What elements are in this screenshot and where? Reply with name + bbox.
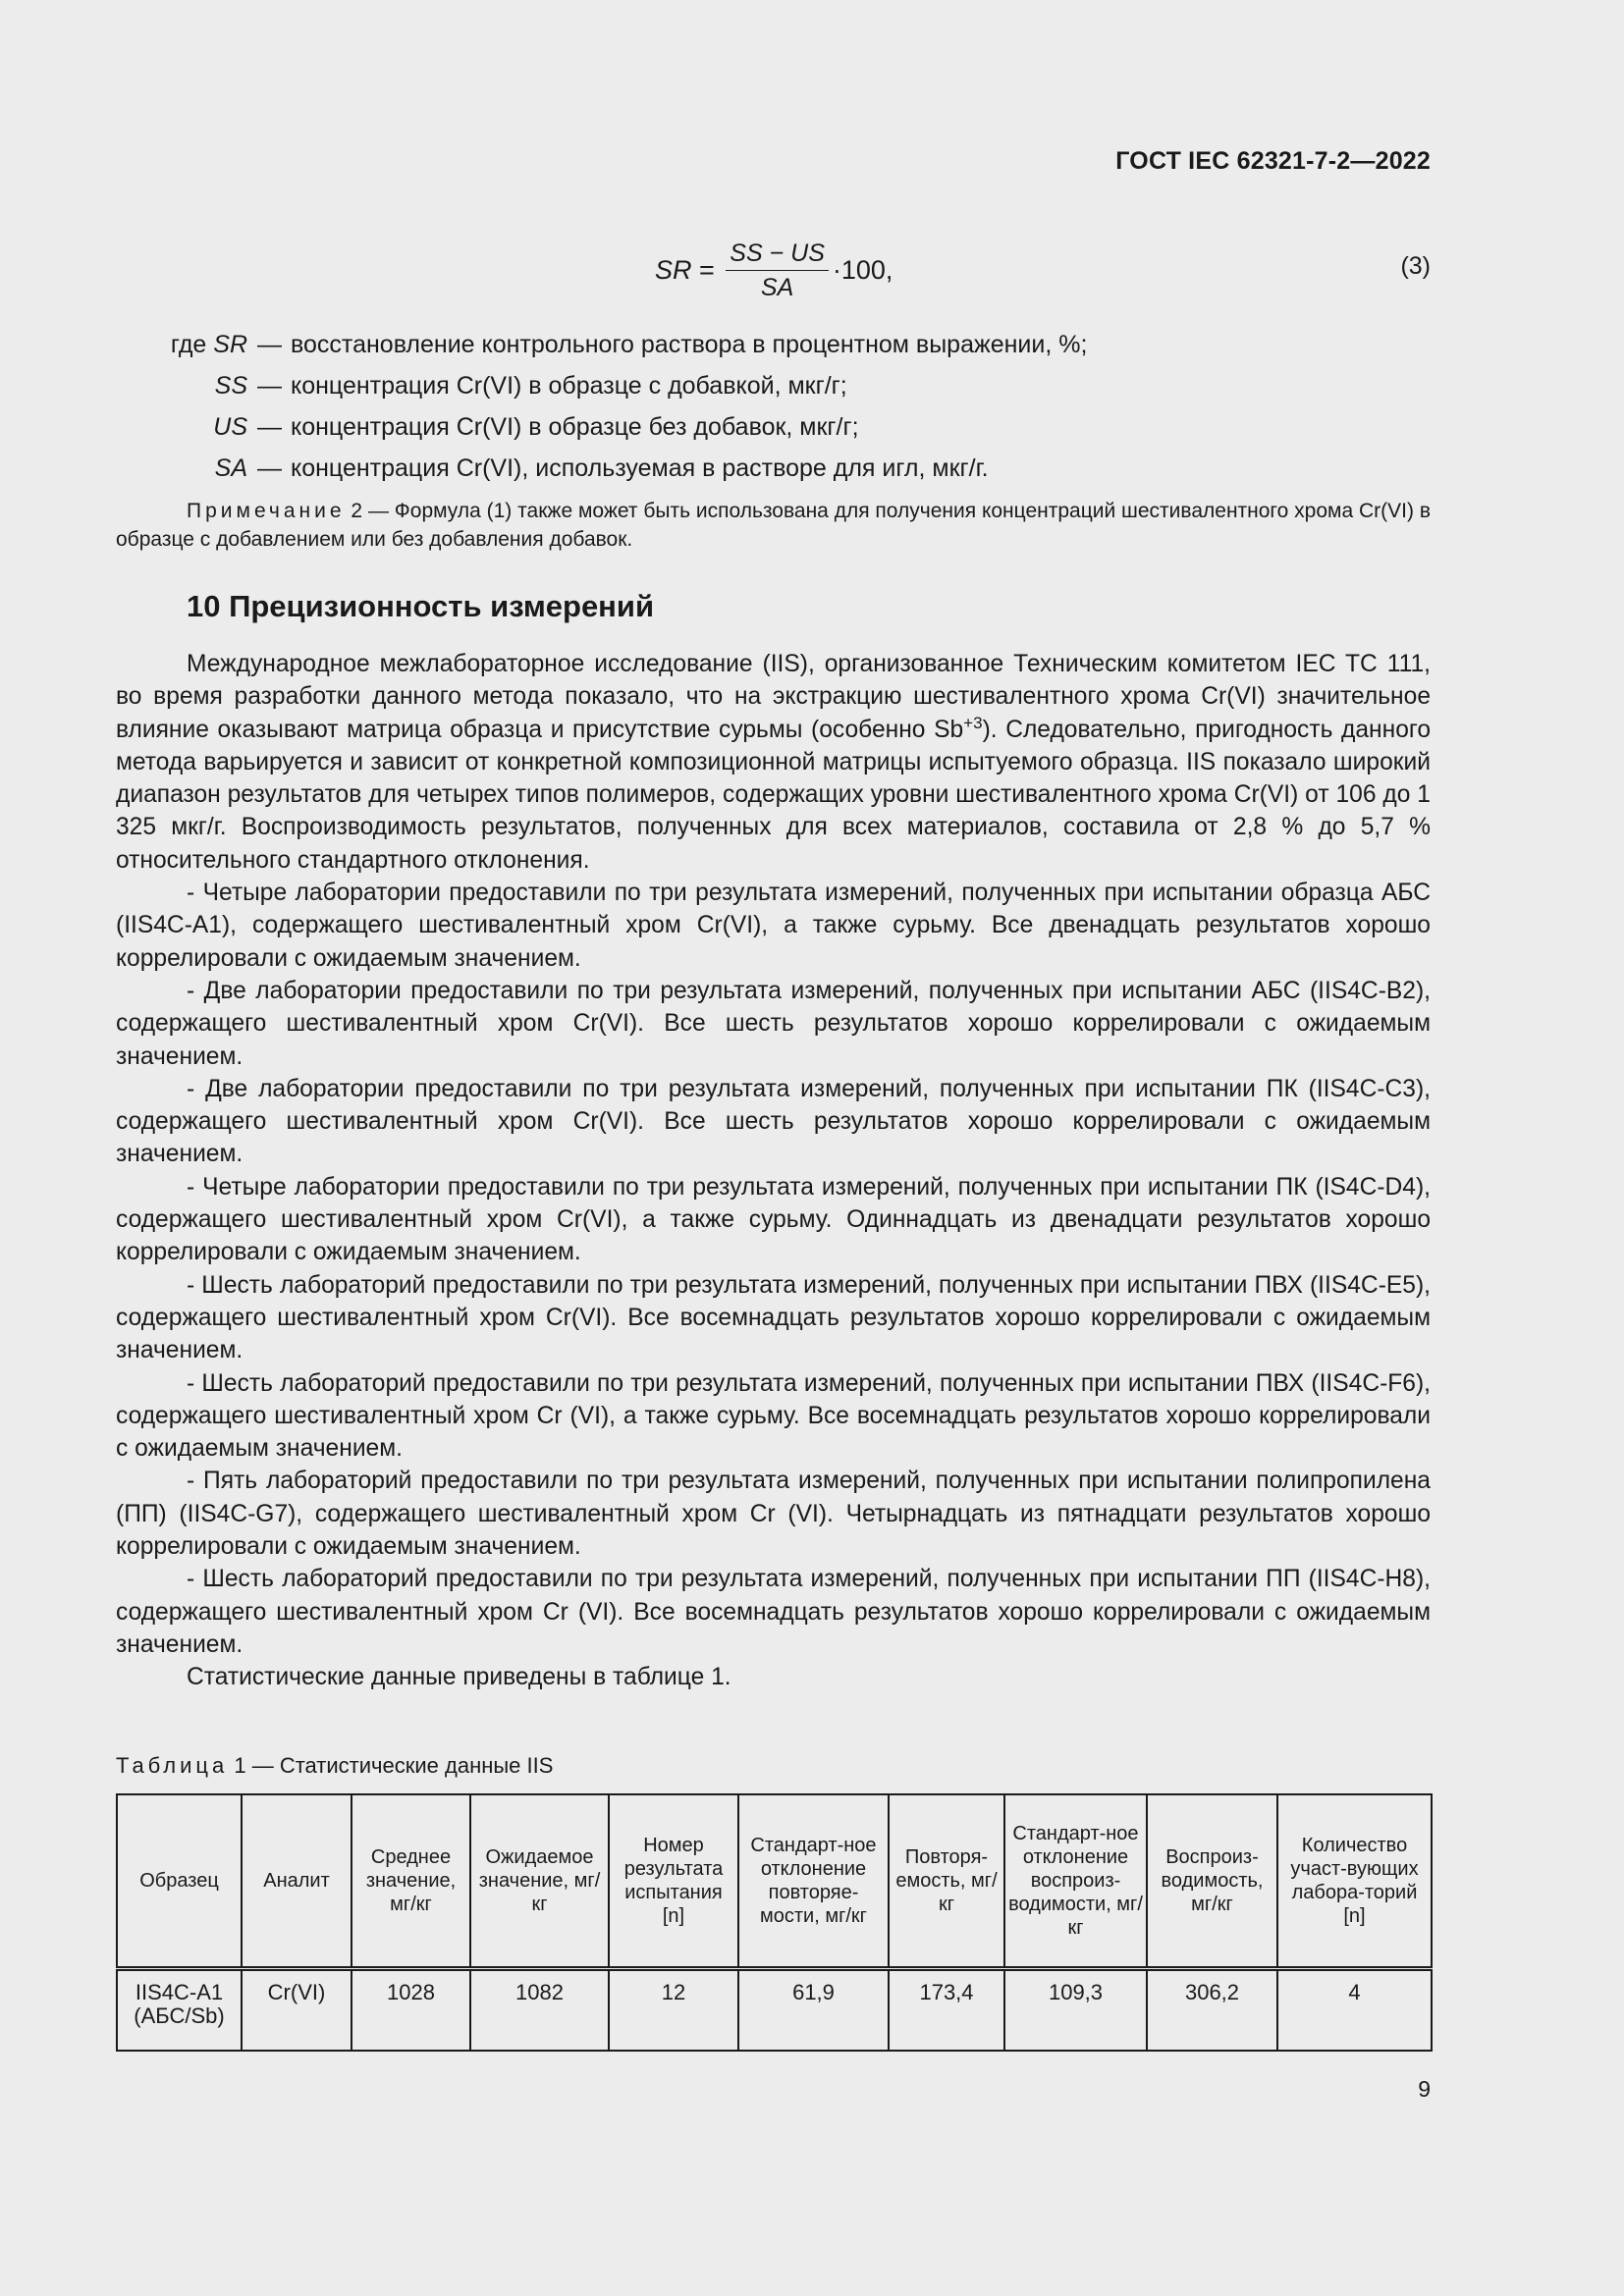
table-caption [116, 1753, 553, 1779]
definition-dash: — [257, 330, 282, 358]
closing-paragraph: Статистические данные приведены в таблице 1. [187, 1664, 731, 1691]
formula-3 [0, 231, 1624, 309]
column-header: Повторя-емость, мг/кг [889, 1794, 1004, 1969]
standard-identifier: ГОСТ IEC 62321-7-2—2022 [1115, 147, 1431, 175]
formula-number: (3) [1400, 252, 1431, 280]
formula-tail: ·100, [832, 254, 893, 285]
definition-symbol: где SR [170, 330, 247, 358]
note-2 [116, 497, 1431, 554]
column-header: Стандарт-ное отклонение воспроиз-водимости, мг/кг [1004, 1794, 1147, 1969]
definition-row [116, 365, 1087, 406]
list-item: - Четыре лаборатории предоставили по три результата измерений, полученных при испытании ПК (IS4C-D4), содержащего шестивалентный хром Cr(VI), а также сурьму. Одиннадцать из двенадцати результатов хорошо коррелировали с ожидаемым значением. [116, 1173, 1431, 1266]
table-cell: 1082 [470, 1969, 609, 2052]
symbol-definitions [116, 324, 1087, 489]
definition-symbol: SA [214, 454, 247, 482]
list-item: - Шесть лабораторий предоставили по три результата измерений, полученных при испытании ПП (IIS4C-H8), содержащего шестивалентный хром Cr (VI). Все восемнадцать результатов хорошо коррелировали с ожидаемым значением. [116, 1566, 1431, 1658]
table-cell: IIS4C-A1 (АБС/Sb) [117, 1969, 242, 2052]
column-header: Количество участ-вующих лабора-торий [n] [1277, 1794, 1432, 1969]
statistics-table [116, 1793, 1433, 2052]
definition-row [116, 324, 1087, 365]
definition-dash: — [257, 454, 282, 482]
definition-dash: — [257, 412, 282, 441]
column-header: Ожидаемое значение, мг/кг [470, 1794, 609, 1969]
definition-row [116, 406, 1087, 448]
definition-row [116, 448, 1087, 489]
definition-text: концентрация Cr(VI), используемая в растворе для игл, мкг/г. [291, 454, 989, 482]
note-text: 2 — Формула (1) также может быть использована для получения концентраций шестивалентного хрома Cr(VI) в образце с добавлением или без добавления добавок. [116, 500, 1431, 551]
table-cell: Cr(VI) [242, 1969, 352, 2052]
formula-expression [655, 231, 893, 309]
table-caption-label: Таблица [116, 1753, 229, 1778]
formula-denominator: SA [760, 273, 794, 301]
definition-text: концентрация Cr(VI) в образце без добавок, мкг/г; [291, 412, 859, 441]
definition-symbol: SS [214, 371, 247, 400]
definition-text: восстановление контрольного раствора в процентном выражении, %; [291, 330, 1088, 358]
note-label: Примечание [187, 500, 346, 522]
table-header-row [117, 1794, 1432, 1969]
section-heading: 10 Прецизионность измерений [187, 589, 655, 623]
intro-paragraph: Международное межлабораторное исследование (IIS), организованное Техническим комитетом IEC TC 111, во время разработки данного метода показало, что на экстракцию шестивалентного хрома Cr(VI) значительное влияние оказывают матрица образца и присутствие сурьмы (особенно $Sb^{+3}$). Следовательно, пригодность данного метода варьируется и зависит от конкретной композиционной матрицы испытуемого образца. IIS показало широкий диапазон результатов для четырех типов полимеров, содержащих уровни шестивалентного хрома Cr(VI) от 106 до 1 325 мкг/г. Воспроизводимость результатов, полученных для всех материалов, составила от 2,8 % до 5,7 % относительного стандартного отклонения. [116, 651, 1431, 874]
column-header: Воспроиз-водимость, мг/кг [1147, 1794, 1277, 1969]
table-caption-text: 1 — Статистические данные IIS [228, 1753, 554, 1778]
table-cell: 4 [1277, 1969, 1432, 2052]
table-cell: 61,9 [738, 1969, 889, 2052]
table-cell: 12 [609, 1969, 738, 2052]
column-header: Номер результата испытания [n] [609, 1794, 738, 1969]
list-item: - Две лаборатории предоставили по три результата измерений, полученных при испытании АБС (IIS4C-B2), содержащего шестивалентный хром Cr(VI). Все шесть результатов хорошо коррелировали с ожидаемым значением. [116, 977, 1431, 1070]
list-item: - Шесть лабораторий предоставили по три результата измерений, полученных при испытании ПВХ (IIS4C-E5), содержащего шестивалентный хром Cr(VI). Все восемнадцать результатов хорошо коррелировали с ожидаемым значением. [116, 1271, 1431, 1364]
section-body [116, 648, 1431, 1694]
superscript-charge: +3 [963, 713, 983, 732]
table-cell: 306,2 [1147, 1969, 1277, 2052]
page-number: 9 [1418, 2076, 1431, 2102]
formula-equals: = [691, 254, 723, 285]
formula-lhs: SR [655, 254, 692, 285]
column-header: Среднее значение, мг/кг [352, 1794, 470, 1969]
table-cell: 1028 [352, 1969, 470, 2052]
column-header: Стандарт-ное отклонение повторяе-мости, мг/кг [738, 1794, 889, 1969]
list-item: - Шесть лабораторий предоставили по три результата измерений, полученных при испытании ПВХ (IIS4C-F6), содержащего шестивалентный хром Cr (VI), а также сурьму. Все восемнадцать результатов хорошо коррелировали с ожидаемым значением. [116, 1369, 1431, 1463]
formula-numerator: SS − US [726, 240, 829, 271]
column-header: Аналит [242, 1794, 352, 1969]
formula-fraction [726, 240, 829, 301]
list-item: - Пять лабораторий предоставили по три результата измерений, полученных при испытании полипропилена (ПП) (IIS4C-G7), содержащего шестивалентный хром Cr (VI). Четырнадцать из пятнадцати результатов хорошо коррелировали с ожидаемым значением. [116, 1468, 1431, 1561]
table-row [117, 1969, 1432, 2052]
table-cell: 173,4 [889, 1969, 1004, 2052]
column-header: Образец [117, 1794, 242, 1969]
definition-symbol: US [213, 412, 247, 441]
table-cell: 109,3 [1004, 1969, 1147, 2052]
list-item: - Две лаборатории предоставили по три результата измерений, полученных при испытании ПК (IIS4C-C3), содержащего шестивалентный хром Cr(VI). Все шесть результатов хорошо коррелировали с ожидаемым значением. [116, 1075, 1431, 1168]
definition-dash: — [257, 371, 282, 400]
list-item: - Четыре лаборатории предоставили по три результата измерений, полученных при испытании образца АБС (IIS4C-A1), содержащего шестивалентный хром Cr(VI), а также сурьму. Все двенадцать результатов хорошо коррелировали с ожидаемым значением. [116, 880, 1431, 972]
definition-text: концентрация Cr(VI) в образце с добавкой, мкг/г; [291, 371, 847, 400]
